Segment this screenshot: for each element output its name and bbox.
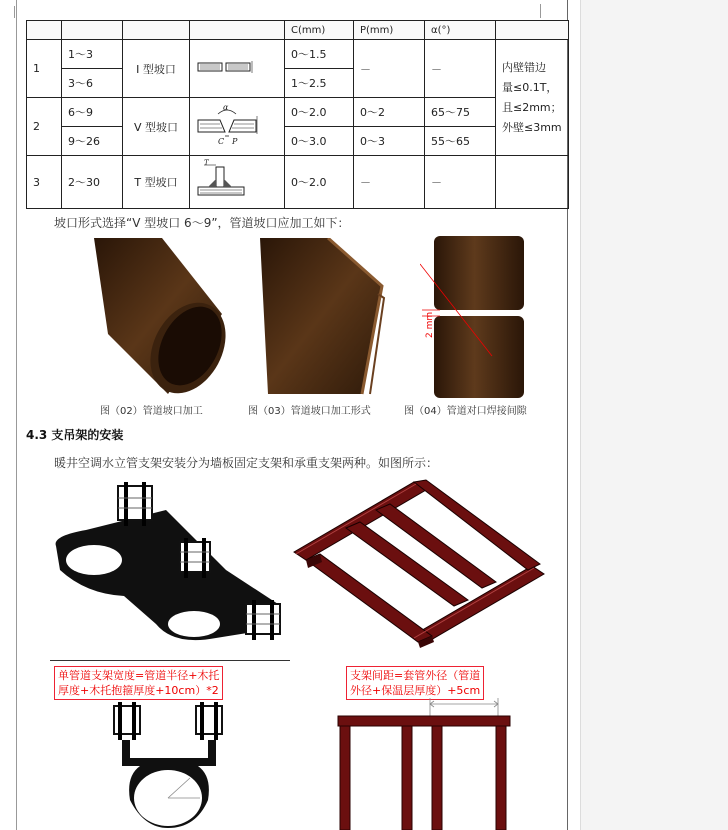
row-number: 3 — [27, 156, 62, 209]
c-cell: 1～2.5 — [285, 69, 354, 98]
note-line: 单管道支架宽度=管道半径+木托 — [58, 669, 220, 682]
crop-mark — [540, 4, 541, 18]
header-cell-p: P(mm) — [354, 21, 425, 40]
remark-line: 内壁错边 — [502, 60, 546, 74]
bevel-type-cell: I 型坡口 — [123, 40, 190, 98]
i-bevel-diagram — [194, 57, 256, 77]
bevel-intro-text: 坡口形式选择“V 型坡口 6～9”，管道坡口应加工如下： — [54, 216, 350, 230]
i-bevel-figure — [190, 40, 285, 98]
remark-line: 外壁≤3mm — [502, 120, 562, 134]
butt-weld-gap-figure — [420, 234, 530, 400]
single-pipe-width-note — [54, 666, 223, 700]
remark-cell — [496, 40, 569, 156]
svg-text:P: P — [232, 137, 238, 146]
p-cell: － — [354, 40, 425, 98]
viewer-side-panel — [580, 0, 728, 830]
p-cell: 0～2 — [354, 98, 425, 127]
section-heading: 4.3 支吊架的安装 — [26, 428, 124, 442]
table-header-row — [27, 21, 569, 40]
v-bevel-figure — [190, 98, 285, 156]
header-cell-alpha: α(°) — [425, 21, 496, 40]
note-line: 外径+保温层厚度）+5cm — [350, 684, 481, 697]
pipe-bevel-figure — [88, 238, 228, 398]
note-line: 支架间距=套管外径（管道 — [350, 669, 481, 682]
t-bevel-figure — [190, 156, 285, 209]
header-cell — [27, 21, 62, 40]
header-cell — [123, 21, 190, 40]
load-bracket-figure — [292, 478, 546, 648]
header-cell — [190, 21, 285, 40]
p-cell: － — [354, 156, 425, 209]
thickness-cell: 3～6 — [62, 69, 123, 98]
single-pipe-bracket-figure — [104, 700, 234, 830]
row-number: 1 — [27, 40, 62, 98]
left-margin-line — [16, 0, 17, 830]
table-row — [27, 127, 569, 156]
alpha-cell: － — [425, 156, 496, 209]
table-row — [27, 156, 569, 209]
remark-empty-cell — [496, 156, 569, 209]
crop-mark — [14, 6, 15, 18]
alpha-cell: 65～75 — [425, 98, 496, 127]
thickness-cell: 2～30 — [62, 156, 123, 209]
header-cell — [62, 21, 123, 40]
table-row — [27, 98, 569, 127]
remark-line: 量≤0.1T， — [502, 80, 558, 94]
c-cell: 0～2.0 — [285, 156, 354, 209]
thickness-cell: 6～9 — [62, 98, 123, 127]
row-number: 2 — [27, 98, 62, 156]
c-cell: 0～3.0 — [285, 127, 354, 156]
bracket-spacing-figure — [334, 694, 514, 830]
remark-line: 且≤2mm； — [502, 100, 562, 114]
figure-caption: 图（03）管道坡口加工形式 — [248, 406, 371, 417]
c-cell: 0～2.0 — [285, 98, 354, 127]
alpha-cell: － — [425, 40, 496, 98]
bevel-type-cell: T 型坡口 — [123, 156, 190, 209]
v-bevel-diagram — [194, 102, 260, 148]
figure-caption: 图（02）管道坡口加工 — [100, 406, 203, 417]
wall-bracket-figure — [46, 474, 296, 660]
table-row — [27, 40, 569, 69]
bevel-form-figure — [258, 238, 388, 398]
svg-text:α: α — [223, 103, 229, 112]
gap-label: 2 mm — [425, 311, 435, 338]
svg-text:C: C — [218, 137, 225, 146]
p-cell: 0～3 — [354, 127, 425, 156]
header-cell — [496, 21, 569, 40]
divider-line — [50, 660, 290, 661]
thickness-cell: 1～3 — [62, 40, 123, 69]
bevel-type-cell: V 型坡口 — [123, 98, 190, 156]
note-line: 厚度+木托抱箍厚度+10cm）*2 — [58, 684, 219, 697]
alpha-cell: 55～65 — [425, 127, 496, 156]
figure-caption: 图（04）管道对口焊接间隙 — [404, 406, 527, 417]
thickness-cell: 9～26 — [62, 127, 123, 156]
bevel-spec-table — [26, 20, 569, 209]
svg-text:T: T — [204, 158, 209, 167]
t-bevel-diagram — [194, 159, 250, 203]
c-cell: 0～1.5 — [285, 40, 354, 69]
header-cell-c: C(mm) — [285, 21, 354, 40]
support-intro-text: 暖井空调水立管支架安装分为墙板固定支架和承重支架两种。如图所示： — [54, 456, 439, 470]
